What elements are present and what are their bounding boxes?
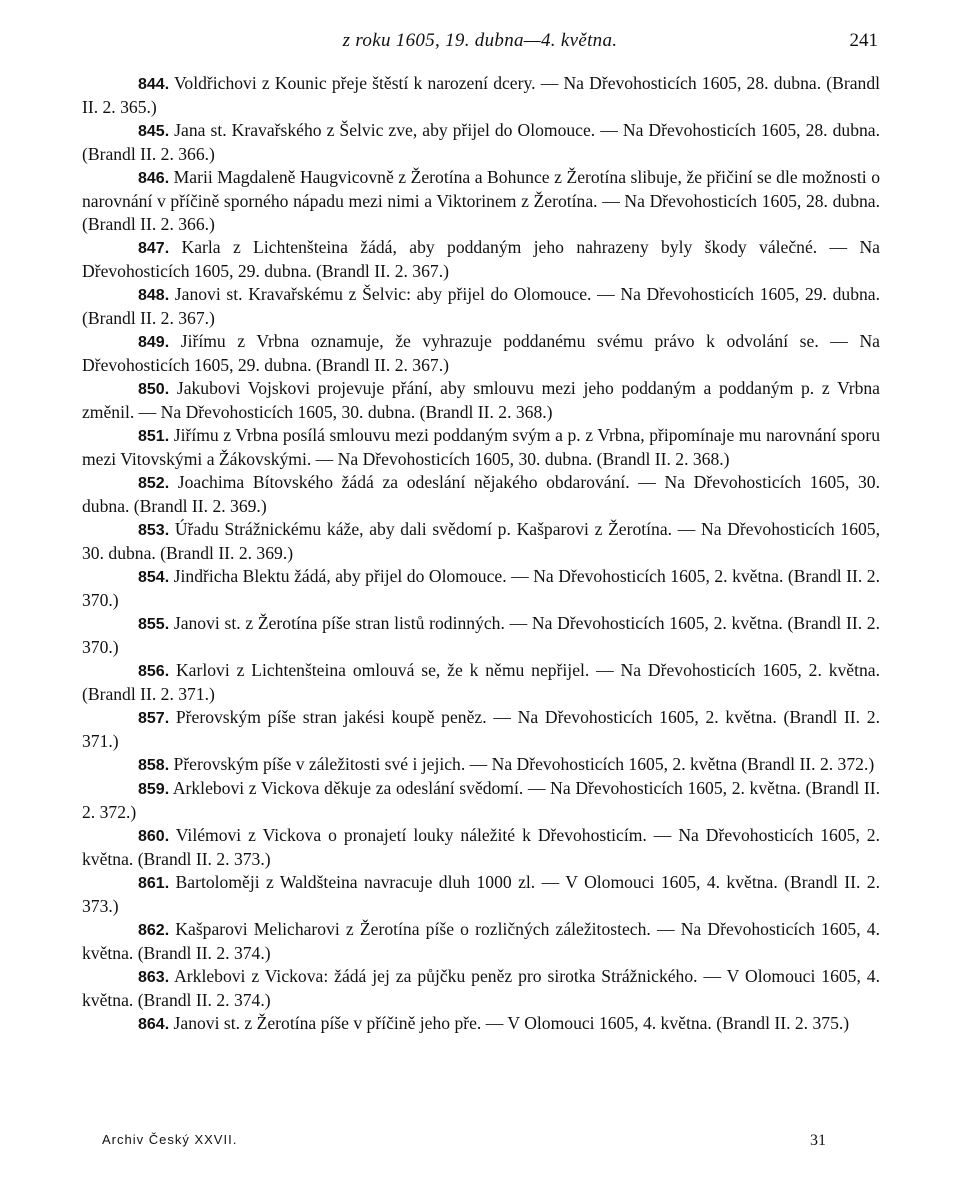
entry-number: 863. (138, 969, 170, 986)
entry-text: Jiřímu z Vrbna posílá smlouvu mezi poddaným svým a p. z Vrbna, připomínaje mu narovnání sporu mezi Vitovskými a Žákovskými. — Na Dřevohosticích 1605, 30. dubna. (Brandl II. 2. 368.) (82, 425, 880, 469)
entry-paragraph (82, 471, 880, 518)
entry-number: 844. (138, 76, 170, 93)
entry-number: 850. (138, 381, 170, 398)
entry-text: Přerovským píše stran jakési koupě peněz. — Na Dřevohosticích 1605, 2. května. (Brandl II. 2. 371.) (82, 707, 880, 751)
running-title: z roku 1605, 19. dubna—4. května. (342, 30, 618, 51)
entry-paragraph (82, 1012, 880, 1036)
entry-text: Janovi st. z Žerotína píše stran listů rodinných. — Na Dřevohosticích 1605, 2. května. (Brandl II. 2. 370.) (82, 613, 880, 657)
entry-text: Arklebovi z Vickova: žádá jej za půjčku peněz pro sirotka Strážnického. — V Olomouci 1605, 4. května. (Brandl II. 2. 374.) (82, 966, 880, 1010)
entry-number: 849. (138, 334, 170, 351)
entry-paragraph (82, 424, 880, 471)
entry-paragraph (82, 659, 880, 706)
entry-text: Karlovi z Lichtenšteina omlouvá se, že k němu nepřijel. — Na Dřevohosticích 1605, 2. května. (Brandl II. 2. 371.) (82, 660, 880, 704)
entry-paragraph (82, 119, 880, 166)
page-header (82, 30, 878, 60)
entry-paragraph (82, 777, 880, 824)
entry-paragraph (82, 283, 880, 330)
entry-paragraph (82, 166, 880, 236)
page-number: 241 (849, 30, 878, 51)
page-footer (82, 1132, 878, 1156)
footer-signature: Archiv Český XXVII. (102, 1132, 238, 1147)
entry-number: 847. (138, 240, 170, 257)
entry-text: Janovi st. z Žerotína píše v příčině jeho pře. — V Olomouci 1605, 4. května. (Brandl II. 2. 375.) (169, 1013, 850, 1033)
entry-list (82, 72, 880, 1036)
entry-text: Voldřichovi z Kounic přeje štěstí k narození dcery. — Na Dřevohosticích 1605, 28. dubna. (Brandl II. 2. 365.) (82, 73, 880, 117)
entry-paragraph (82, 236, 880, 283)
entry-paragraph (82, 918, 880, 965)
entry-number: 859. (138, 781, 170, 798)
entry-paragraph (82, 72, 880, 119)
entry-number: 848. (138, 287, 170, 304)
entry-number: 854. (138, 569, 170, 586)
entry-paragraph (82, 965, 880, 1012)
entry-number: 856. (138, 663, 170, 680)
entry-number: 858. (138, 757, 170, 774)
entry-text: Arklebovi z Vickova děkuje za odeslání svědomí. — Na Dřevohosticích 1605, 2. května. (Brandl II. 2. 372.) (82, 778, 880, 822)
entry-number: 860. (138, 828, 170, 845)
entry-number: 853. (138, 522, 170, 539)
entry-number: 845. (138, 123, 170, 140)
entry-text: Janovi st. Kravařskému z Šelvic: aby přijel do Olomouce. — Na Dřevohosticích 1605, 29. dubna. (Brandl II. 2. 367.) (82, 284, 880, 328)
entry-text: Jindřicha Blektu žádá, aby přijel do Olomouce. — Na Dřevohosticích 1605, 2. května. (Brandl II. 2. 370.) (82, 566, 880, 610)
entry-number: 855. (138, 616, 170, 633)
entry-paragraph (82, 753, 880, 777)
entry-paragraph (82, 612, 880, 659)
entry-text: Bartoloměji z Waldšteina navracuje dluh 1000 zl. — V Olomouci 1605, 4. května. (Brandl II. 2. 373.) (82, 872, 880, 916)
entry-number: 857. (138, 710, 170, 727)
entry-text: Jakubovi Vojskovi projevuje přání, aby smlouvu mezi jeho poddaným a poddaným p. z Vrbna změnil. — Na Dřevohosticích 1605, 30. dubna. (Brandl II. 2. 368.) (82, 378, 880, 422)
entry-number: 861. (138, 875, 170, 892)
entry-paragraph (82, 330, 880, 377)
entry-paragraph (82, 706, 880, 753)
entry-text: Joachima Bítovského žádá za odeslání nějakého obdarování. — Na Dřevohosticích 1605, 30. dubna. (Brandl II. 2. 369.) (82, 472, 880, 516)
entry-text: Kašparovi Melicharovi z Žerotína píše o rozličných záležitostech. — Na Dřevohosticích 1605, 4. května. (Brandl II. 2. 374.) (82, 919, 880, 963)
entry-paragraph (82, 377, 880, 424)
entry-number: 851. (138, 428, 170, 445)
entry-text: Marii Magdaleně Haugvicovně z Žerotína a Bohunce z Žerotína slibuje, že přičiní se dle možnosti o narovnání v příčině sporného nápadu mezi nimi a Viktorinem z Žerotína. — Na Dřevohosticích 1605, 28. dubna. (Brandl II. 2. 366.) (82, 167, 880, 234)
entry-paragraph (82, 565, 880, 612)
entry-paragraph (82, 824, 880, 871)
entry-number: 852. (138, 475, 170, 492)
entry-text: Jiřímu z Vrbna oznamuje, že vyhrazuje poddanému svému právo k odvolání se. — Na Dřevohosticích 1605, 29. dubna. (Brandl II. 2. 367.) (82, 331, 880, 375)
sheet-number: 31 (810, 1132, 826, 1149)
entry-text: Přerovským píše v záležitosti své i jejich. — Na Dřevohosticích 1605, 2. května (Brandl II. 2. 372.) (169, 754, 875, 774)
entry-paragraph (82, 871, 880, 918)
entry-paragraph (82, 518, 880, 565)
entry-text: Karla z Lichtenšteina žádá, aby poddaným jeho nahrazeny byly škody válečné. — Na Dřevohosticích 1605, 29. dubna. (Brandl II. 2. 367.) (82, 237, 880, 281)
entry-text: Jana st. Kravařského z Šelvic zve, aby přijel do Olomouce. — Na Dřevohosticích 1605, 28. dubna. (Brandl II. 2. 366.) (82, 120, 880, 164)
entry-number: 864. (138, 1016, 170, 1033)
entry-text: Úřadu Strážnickému káže, aby dali svědomí p. Kašparovi z Žerotína. — Na Dřevohosticích 1605, 30. dubna. (Brandl II. 2. 369.) (82, 519, 880, 563)
entry-number: 862. (138, 922, 170, 939)
entry-number: 846. (138, 170, 170, 187)
entry-text: Vilémovi z Vickova o pronajetí louky náležité k Dřevohosticím. — Na Dřevohosticích 1605, 2. května. (Brandl II. 2. 373.) (82, 825, 880, 869)
